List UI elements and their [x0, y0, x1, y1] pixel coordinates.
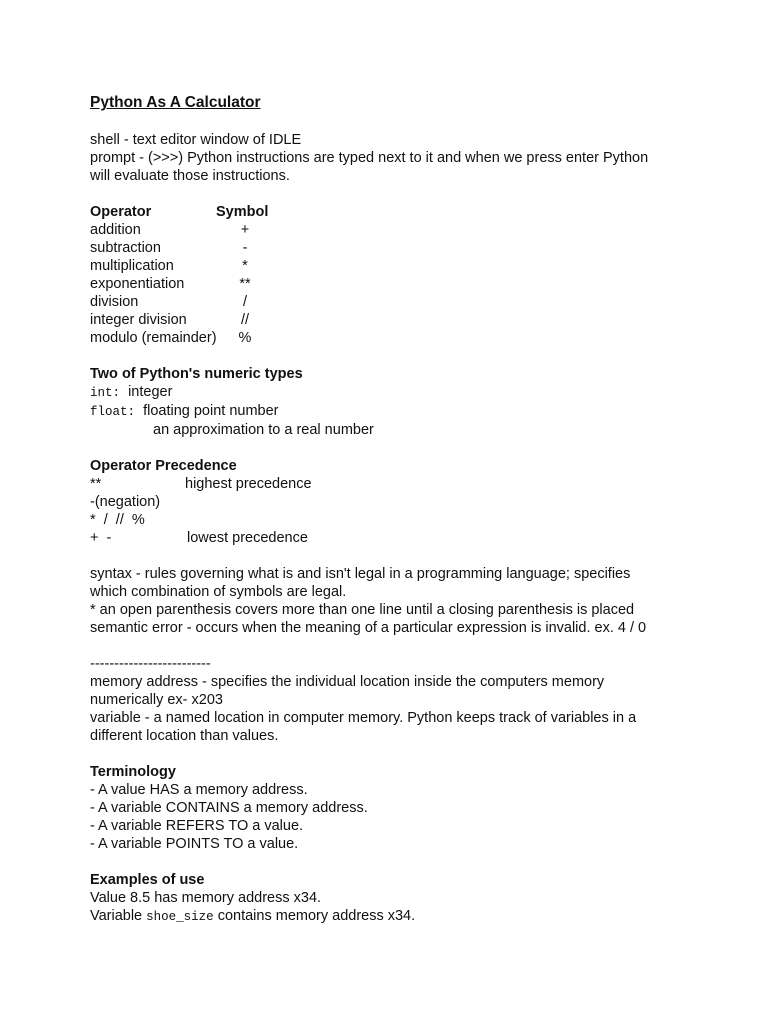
precedence-ops: * / // %: [90, 512, 145, 528]
precedence-ops: -(negation): [90, 494, 161, 510]
header-operator: Operator: [90, 204, 152, 220]
float-line: [90, 402, 690, 421]
examples-heading: Examples of use: [90, 872, 205, 888]
syntax-section: [90, 565, 690, 637]
document-page: [90, 93, 690, 926]
operator-row: [90, 239, 690, 257]
example-variable-code: shoe_size: [146, 910, 214, 924]
document-title: Python As A Calculator: [90, 94, 261, 111]
operator-symbol: -: [242, 240, 248, 256]
numeric-types-section: [90, 365, 690, 439]
operator-symbol: **: [239, 276, 251, 292]
operator-row: [90, 275, 690, 293]
operator-row: [90, 311, 690, 329]
example-line-2: [90, 907, 690, 926]
operator-symbol: *: [242, 258, 248, 274]
operator-name: addition: [90, 222, 141, 238]
precedence-ops: + -: [90, 530, 112, 546]
syntax-line-4: semantic error - occurs when the meaning of a particular expression is invalid. ex. 4 / 0: [90, 620, 647, 636]
numeric-types-heading: Two of Python's numeric types: [90, 366, 303, 382]
terminology-item: - A variable CONTAINS a memory address.: [90, 800, 368, 816]
int-desc: integer: [128, 384, 173, 400]
intro-line-2: prompt - (>>>) Python instructions are typed next to it and when we press enter Python: [90, 150, 649, 166]
operator-table-header: [90, 203, 690, 221]
divider: -------------------------: [90, 656, 211, 672]
precedence-row: [90, 511, 690, 529]
operator-row: [90, 221, 690, 239]
operator-row: [90, 329, 690, 347]
operator-name: subtraction: [90, 240, 161, 256]
intro-section: [90, 131, 690, 185]
precedence-row: [90, 529, 690, 547]
precedence-row: [90, 493, 690, 511]
precedence-section: [90, 457, 690, 547]
operator-name: integer division: [90, 312, 187, 328]
intro-line-1: shell - text editor window of IDLE: [90, 132, 302, 148]
precedence-desc: highest precedence: [185, 476, 312, 492]
float-code: float:: [90, 405, 136, 419]
precedence-desc: lowest precedence: [187, 530, 308, 546]
memory-line-2: numerically ex- x203: [90, 692, 223, 708]
syntax-line-2: which combination of symbols are legal.: [90, 584, 347, 600]
operator-row: [90, 257, 690, 275]
operator-row: [90, 293, 690, 311]
terminology-item: - A variable POINTS TO a value.: [90, 836, 299, 852]
header-symbol: Symbol: [216, 204, 269, 220]
terminology-heading: Terminology: [90, 764, 176, 780]
syntax-line-3: * an open parenthesis covers more than one line until a closing parenthesis is placed: [90, 602, 635, 618]
operator-symbol: /: [242, 294, 248, 310]
operator-name: exponentiation: [90, 276, 185, 292]
operator-symbol: //: [240, 312, 250, 328]
int-line: [90, 383, 690, 402]
precedence-heading: Operator Precedence: [90, 458, 237, 474]
precedence-ops: **: [90, 476, 102, 492]
memory-line-4: different location than values.: [90, 728, 279, 744]
operator-name: modulo (remainder): [90, 330, 217, 346]
terminology-item: - A value HAS a memory address.: [90, 782, 308, 798]
syntax-line-1: syntax - rules governing what is and isn't legal in a programming language; specifies: [90, 566, 631, 582]
precedence-row: [90, 475, 690, 493]
memory-line-3: variable - a named location in computer memory. Python keeps track of variables in a: [90, 710, 637, 726]
operator-table: [90, 203, 690, 347]
examples-section: [90, 871, 690, 926]
example-line-1: Value 8.5 has memory address x34.: [90, 890, 322, 906]
operator-name: multiplication: [90, 258, 174, 274]
operator-name: division: [90, 294, 139, 310]
terminology-section: [90, 763, 690, 853]
example-line-2-post: contains memory address x34.: [217, 908, 416, 924]
int-code: int:: [90, 386, 121, 400]
float-desc-2: an approximation to a real number: [153, 422, 374, 438]
example-line-2-pre: Variable: [90, 908, 143, 924]
float-desc: floating point number: [143, 403, 279, 419]
memory-section: [90, 655, 690, 745]
operator-symbol: %: [238, 330, 252, 346]
memory-line-1: memory address - specifies the individual location inside the computers memory: [90, 674, 605, 690]
operator-symbol: +: [240, 222, 250, 238]
intro-line-3: will evaluate those instructions.: [90, 168, 290, 184]
terminology-item: - A variable REFERS TO a value.: [90, 818, 304, 834]
